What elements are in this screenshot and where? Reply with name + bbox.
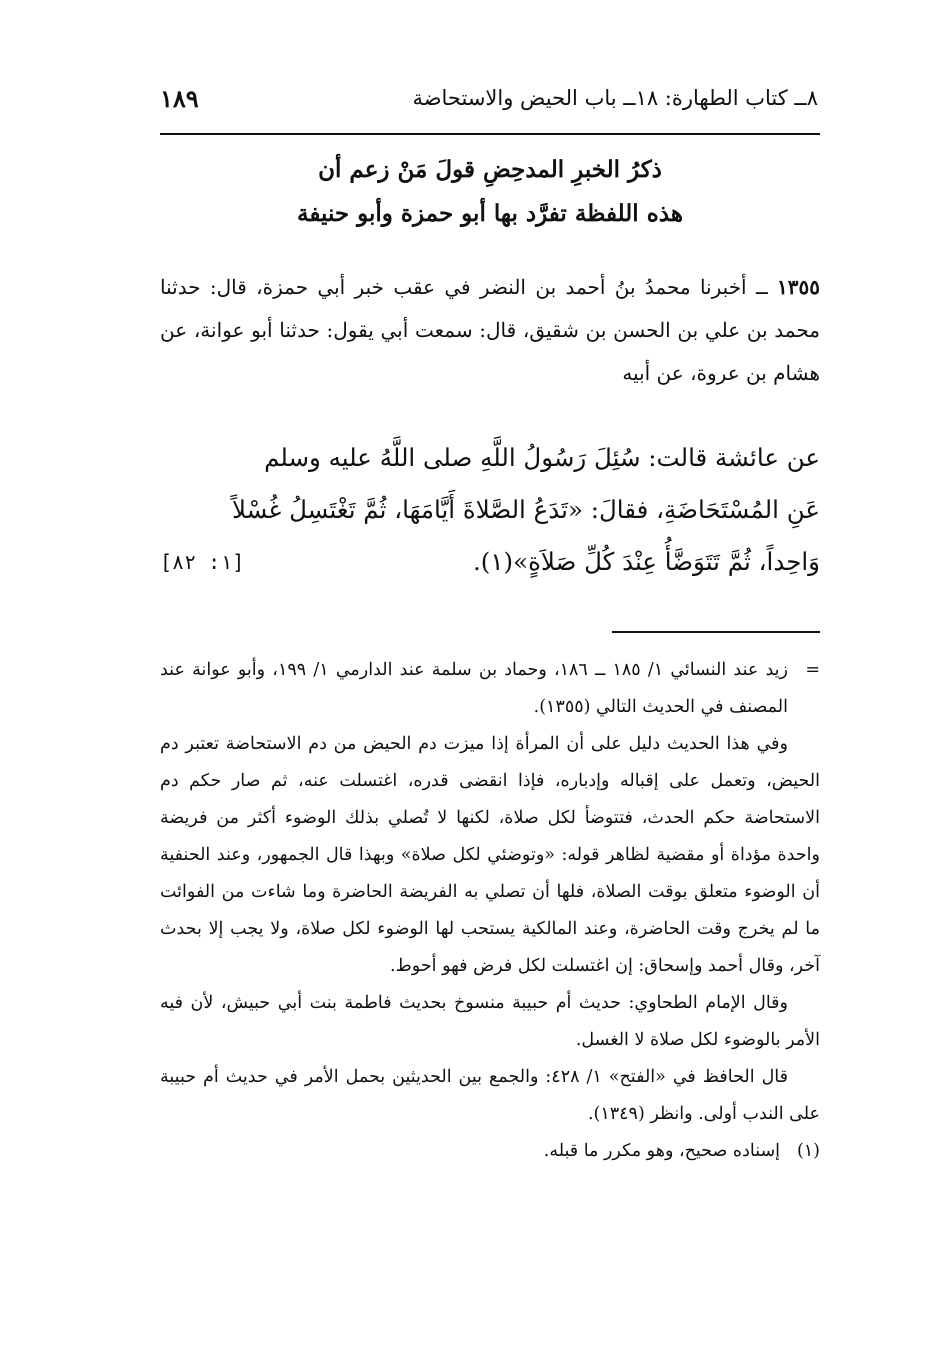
page-number: ١٨٩ xyxy=(160,84,199,113)
hadith-number: ١٣٥٥ xyxy=(777,275,820,299)
footnote-1 xyxy=(160,1133,820,1170)
footnote-divider xyxy=(612,631,820,633)
isnad-text: ــ أخبرنا محمدُ بنُ أحمد بن النضر في عقب خبر أبي حمزة، قال: حدثنا محمد بن علي بن الحسن بن شقيق، قال: سمعت أبي يقول: حدثنا أبو عوانة، عن هشام بن عروة، عن أبيه xyxy=(160,275,820,385)
running-header-chapter: ٨ــ كتاب الطهارة: ١٨ــ باب الحيض والاستحاضة xyxy=(412,86,818,110)
section-title-line-2: هذه اللفظة تفرَّد بها أبو حمزة وأبو حنيفة xyxy=(297,200,683,227)
section-title xyxy=(160,148,820,236)
continuation-marker: = xyxy=(805,660,820,680)
header-divider xyxy=(160,133,820,135)
continuation-text: زيد عند النسائي ١/ ١٨٥ ــ ١٨٦، وحماد بن سلمة عند الدارمي ١/ ١٩٩، وأبو عوانة عند المصنف في الحديث التالي (١٣٥٥). xyxy=(160,660,788,717)
hadith-matn xyxy=(160,432,820,588)
footnote-1-text: إسناده صحيح، وهو مكرر ما قبله. xyxy=(543,1141,780,1161)
matn-line-3: وَاحِداً، ثُمَّ تَتَوَضَّأُ عِنْدَ كُلِّ صَلاَةٍ»(١). xyxy=(473,547,820,576)
matn-line-3-container xyxy=(160,536,820,588)
footnote-continuation xyxy=(160,652,820,726)
footnote-paragraph-3: قال الحافظ في «الفتح» ١/ ٤٢٨: والجمع بين الحديثين بحمل الأمر في حديث أم حبيبة على الندب أولى. وانظر (١٣٤٩). xyxy=(160,1067,820,1124)
section-title-line-1: ذكرُ الخبرِ المدحِضِ قولَ مَنْ زعم أن xyxy=(318,156,662,183)
matn-line-2: عَنِ المُسْتَحَاضَةِ، فقالَ: «تَدَعُ الصَّلاةَ أَيَّامَهَا، ثُمَّ تَغْتَسِلُ غُسْلاً xyxy=(232,495,820,524)
footnote-paragraph-2: وقال الإمام الطحاوي: حديث أم حبيبة منسوخ بحديث فاطمة بنت أبي حبيش، لأن فيه الأمر بالوضوء لكل صلاة لا الغسل. xyxy=(160,993,820,1050)
footnote-1-marker: (١) xyxy=(796,1141,820,1161)
hadith-reference: [١: ٨٢] xyxy=(160,550,245,574)
matn-line-1: عن عائشة قالت: سُئِلَ رَسُولُ اللَّهِ صلى اللَّهُ عليه وسلم xyxy=(264,443,820,472)
footnotes xyxy=(160,652,820,1170)
hadith-isnad xyxy=(160,266,820,395)
footnote-paragraph-1: وفي هذا الحديث دليل على أن المرأة إذا ميزت دم الحيض من دم الاستحاضة تعتبر دم الحيض، وتعمل على إقباله وإدباره، فإذا انقضى قدره، اغتسلت عنه، ثم صار حكم دم الاستحاضة حكم الحدث، فتتوضأ لكل صلاة، لكنها لا تُصلي بذلك الوضوء أكثر من فريضة واحدة مؤداة أو مقضية لظاهر قوله: «وتوضئي لكل صلاة» وبهذا قال الجمهور، وعند الحنفية أن الوضوء متعلق بوقت الصلاة، فلها أن تصلي به الفريضة الحاضرة وما شاءت من الفوائت ما لم يخرج وقت الحاضرة، وعند المالكية يستحب لها الوضوء لكل صلاة، ولا يجب إلا بحدث آخر، وقال أحمد وإسحاق: إن اغتسلت لكل فرض فهو أحوط. xyxy=(160,734,820,976)
